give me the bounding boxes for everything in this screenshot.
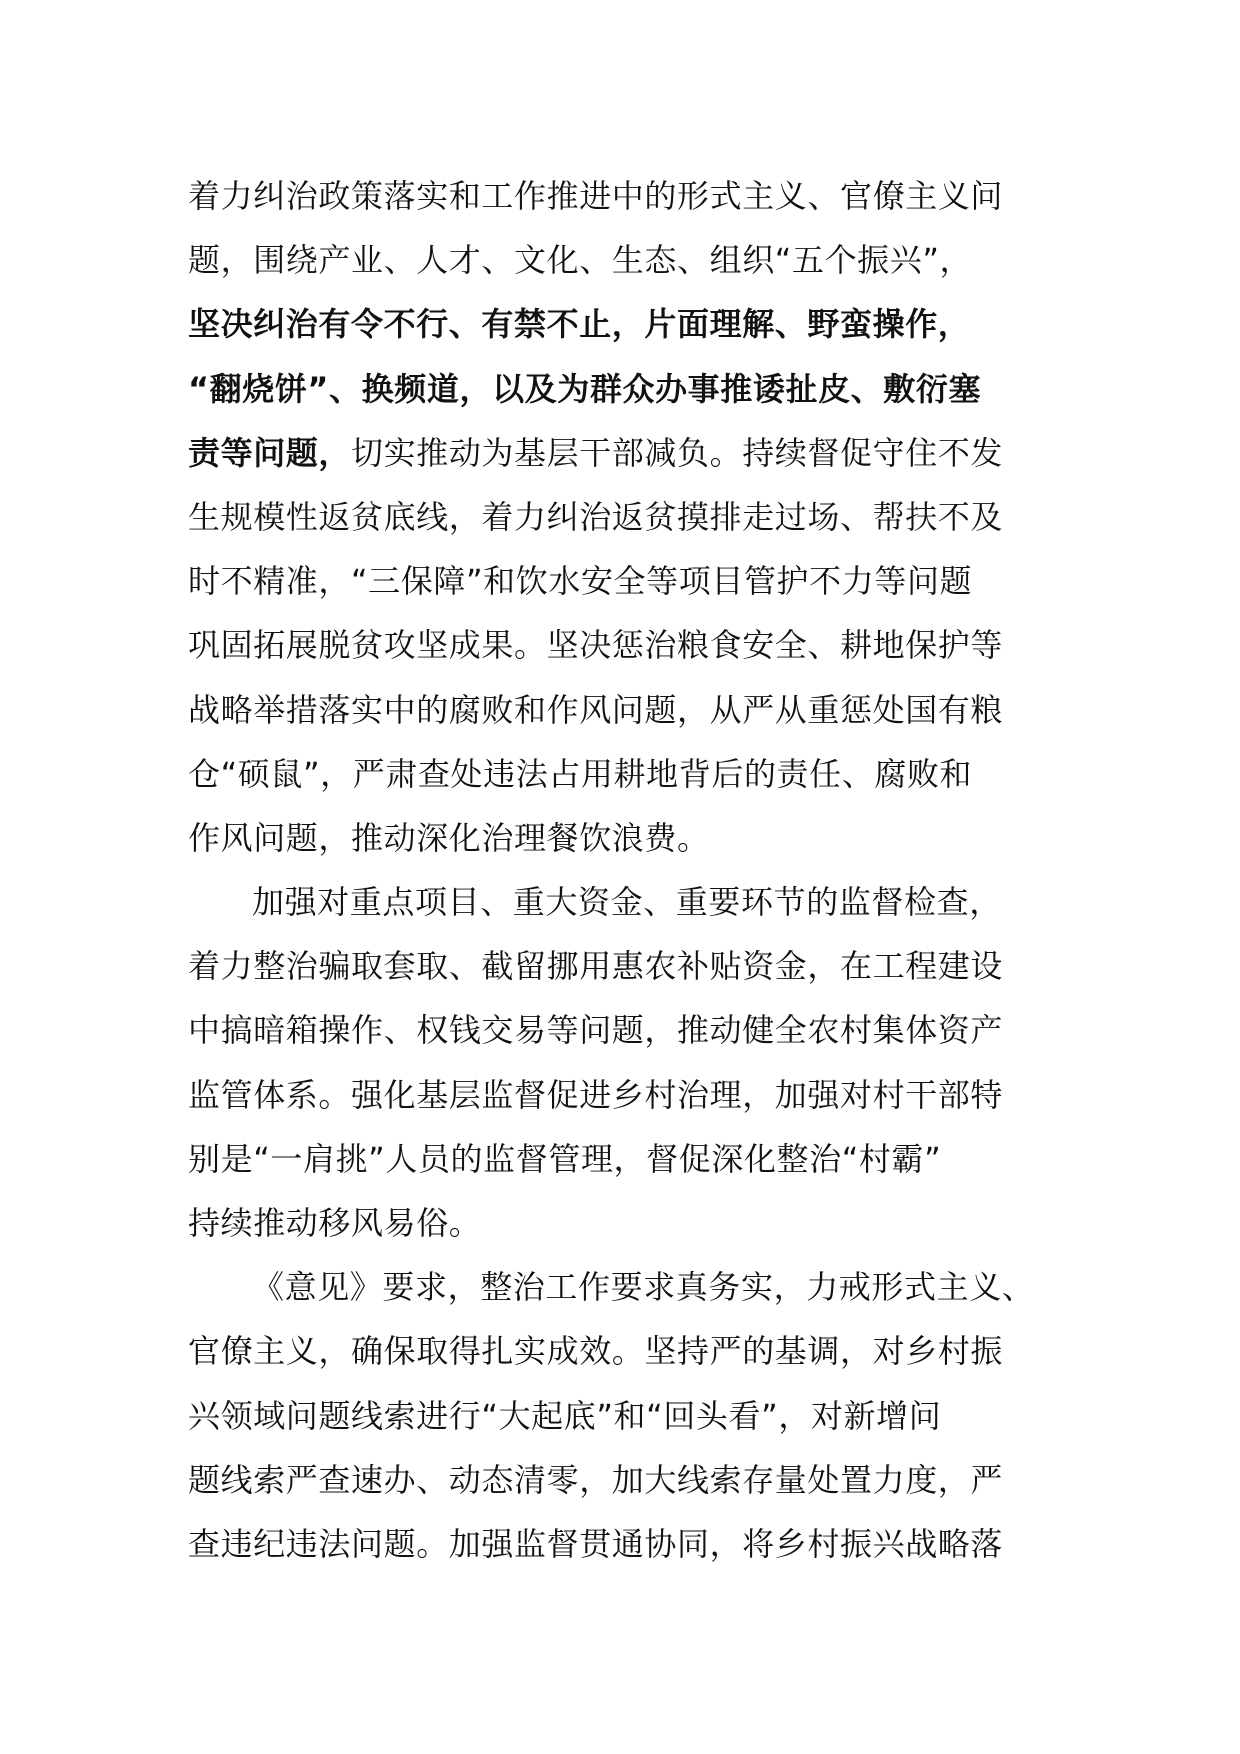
text-segment: 兴领域问题线索进行“大起底”和“回头看”，对新增问 [188,1396,942,1435]
text-line [188,998,1068,1062]
text-segment: 仓“硕鼠”，严肃查处违法占用耕地背后的责任、腐败和 [188,754,973,793]
text-segment: 持续推动移风易俗。 [188,1204,482,1242]
text-segment: 中搞暗箱操作、权钱交易等问题，推动健全农村集体资产 [188,1011,1004,1050]
text-line [188,934,1068,998]
text-line [188,1191,1068,1255]
text-line [188,870,1068,934]
document-body [188,164,1068,1576]
text-line [188,164,1068,228]
text-line [188,806,1068,870]
text-line [188,678,1068,742]
text-segment: 监管体系。强化基层监督促进乡村治理，加强对村干部特 [188,1075,1004,1114]
bold-text-segment: 责等问题， [188,433,352,472]
text-line [188,1319,1068,1383]
text-line [188,1512,1068,1576]
text-segment: 别是“一肩挑”人员的监督管理，督促深化整治“村霸” [188,1139,942,1178]
text-line [188,1384,1068,1448]
text-line [188,742,1068,806]
text-segment: 题线索严查速办、动态清零，加大线索存量处置力度，严 [188,1460,1004,1499]
text-line [188,1255,1068,1319]
text-segment: 战略举措落实中的腐败和作风问题，从严从重惩处国有粮 [188,690,1004,729]
text-segment: 着力整治骗取套取、截留挪用惠农补贴资金，在工程建设 [188,947,1004,986]
text-line [188,357,1068,421]
text-segment: 加强对重点项目、重大资金、重要环节的监督检查， [252,883,1002,922]
text-segment: 题，围绕产业、人才、文化、生态、组织“五个振兴”， [188,241,973,280]
bold-text-segment: 坚决纠治有令不行、有禁不止，片面理解、野蛮操作， [188,305,971,344]
text-line [188,1127,1068,1191]
text-line [188,1063,1068,1127]
text-segment: 查违纪违法问题。加强监督贯通协同，将乡村振兴战略落 [188,1524,1004,1563]
text-segment: 时不精准，“三保障”和饮水安全等项目管护不力等问题 [188,562,973,601]
text-line [188,1448,1068,1512]
text-segment: 生规模性返贫底线，着力纠治返贫摸排走过场、帮扶不及 [188,497,1004,536]
text-line [188,613,1068,677]
text-line [188,228,1068,292]
text-line [188,549,1068,613]
text-line [188,421,1068,485]
text-segment: 《意见》要求，整治工作要求真务实，力戒形式主义、 [252,1268,1035,1307]
text-segment: 巩固拓展脱贫攻坚成果。坚决惩治粮食安全、耕地保护等 [188,626,1004,665]
bold-text-segment: “翻烧饼”、换频道，以及为群众办事推诿扯皮、敷衍塞 [188,369,982,408]
text-segment: 切实推动为基层干部减负。持续督促守住不发 [351,433,1004,472]
text-line [188,485,1068,549]
text-segment: 着力纠治政策落实和工作推进中的形式主义、官僚主义问 [188,177,1004,215]
text-segment: 官僚主义，确保取得扎实成效。坚持严的基调，对乡村振 [188,1332,1004,1371]
text-segment: 作风问题，推动深化治理餐饮浪费。 [188,818,710,857]
text-line [188,292,1068,356]
